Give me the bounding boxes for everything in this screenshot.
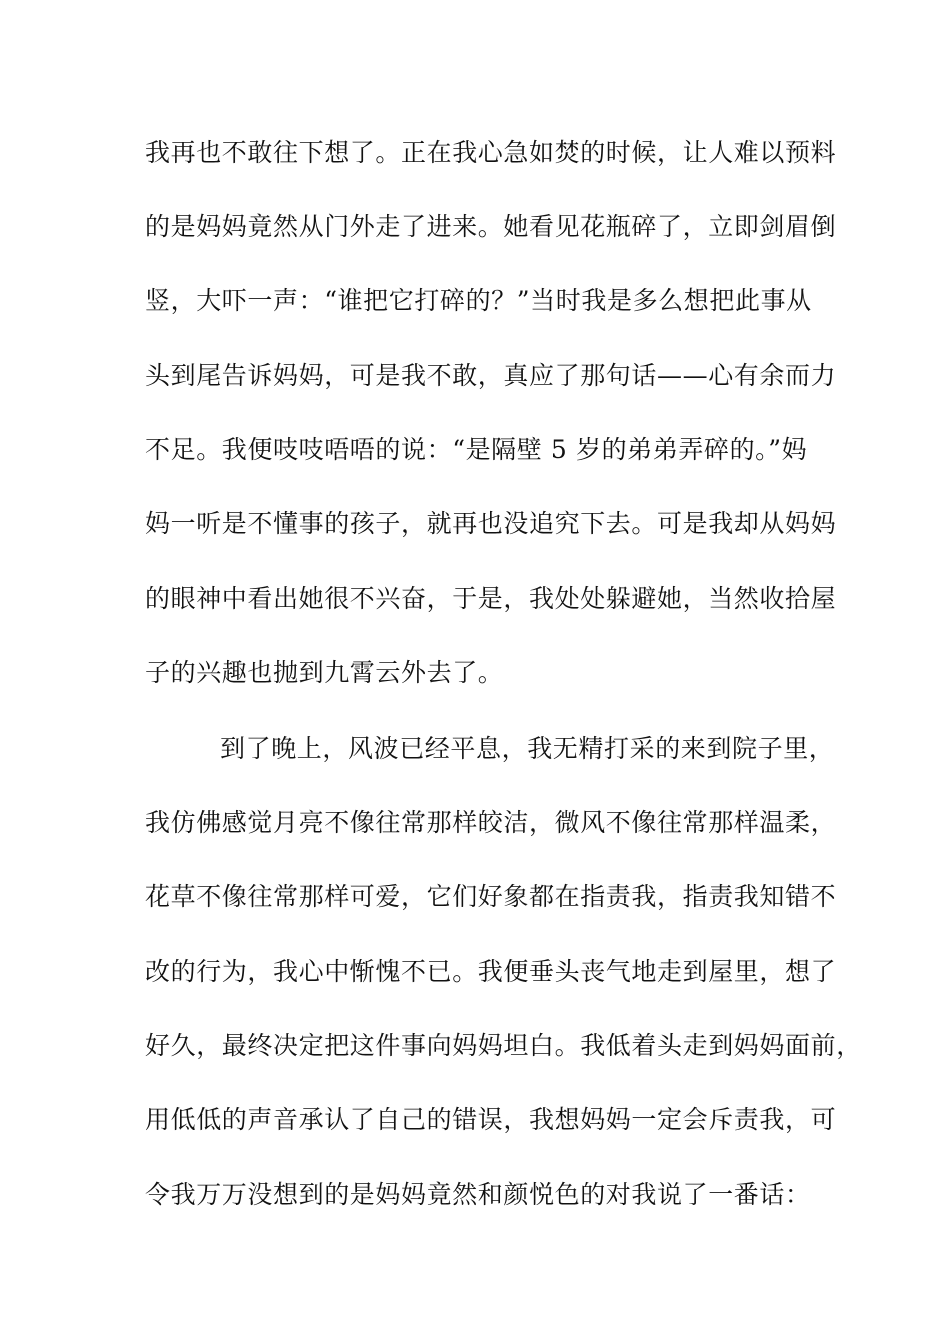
text-line: 改的行为，我心中惭愧不已。我便垂头丧气地走到屋里，想了 (145, 957, 837, 986)
text-line: 令我万万没想到的是妈妈竟然和颜悦色的对我说了一番话： (145, 1180, 811, 1209)
text-line: 妈一听是不懂事的孩子，就再也没追究下去。可是我却从妈妈 (145, 509, 837, 538)
text-line: 不足。我便吱吱唔唔的说：“是隔壁 5 岁的弟弟弄碎的。”妈 (145, 435, 808, 464)
text-line: 我再也不敢往下想了。正在我心急如焚的时候，让人难以预料 (145, 138, 837, 167)
text-line: 的是妈妈竟然从门外走了进来。她看见花瓶碎了，立即剑眉倒 (145, 212, 837, 241)
paragraph-start-line: 到了晚上，风波已经平息，我无精打采的来到院子里， (220, 734, 835, 763)
text-line: 花草不像往常那样可爱，它们好象都在指责我，指责我知错不 (145, 882, 837, 911)
text-line: 头到尾告诉妈妈，可是我不敢，真应了那句话——心有余而力 (145, 361, 837, 390)
text-line: 好久，最终决定把这件事向妈妈坦白。我低着头走到妈妈面前， (145, 1031, 862, 1060)
text-line: 我仿佛感觉月亮不像往常那样皎洁，微风不像往常那样温柔， (145, 808, 837, 837)
text-line: 竖，大吓一声：“谁把它打碎的？”当时我是多么想把此事从 (145, 286, 812, 315)
text-line: 用低低的声音承认了自己的错误，我想妈妈一定会斥责我，可 (145, 1105, 837, 1134)
text-line: 子的兴趣也抛到九霄云外去了。 (145, 658, 504, 687)
text-line: 的眼神中看出她很不兴奋，于是，我处处躲避她，当然收拾屋 (145, 584, 837, 613)
